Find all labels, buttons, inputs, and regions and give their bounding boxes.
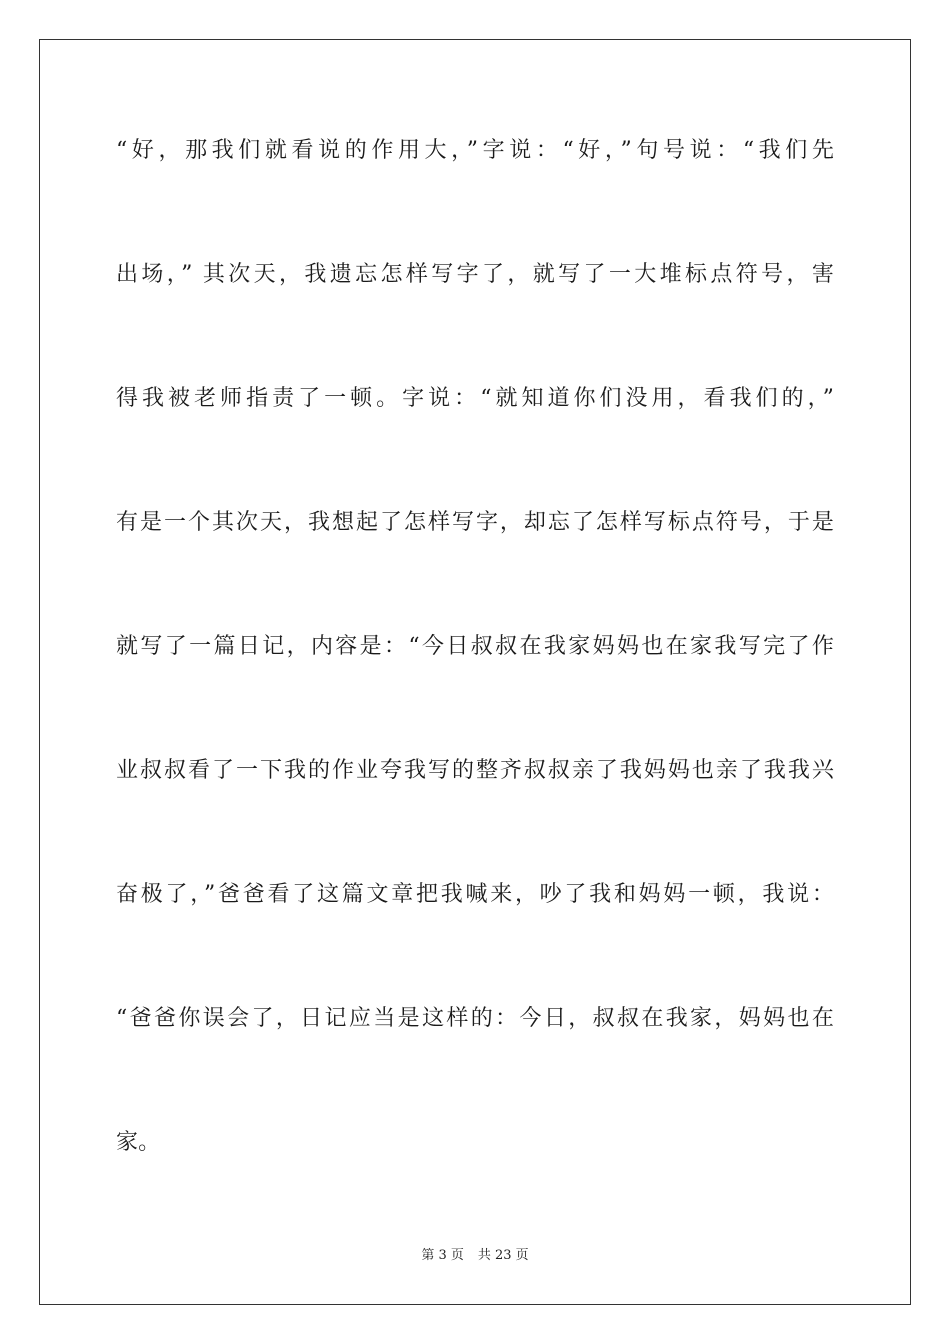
- text-line-4: 有是一个其次天，我想起了怎样写字，却忘了怎样写标点符号，于是: [116, 510, 834, 535]
- page-number: 第 3 页: [421, 1248, 464, 1263]
- text-line-7: 奋极了，”爸爸看了这篇文章把我喊来，吵了我和妈妈一顿，我说：: [116, 882, 834, 907]
- page-footer: [0, 1247, 950, 1265]
- page-total: 共 23 页: [477, 1248, 529, 1263]
- text-line-1: “好，那我们就看说的作用大，”字说：“好，”句号说：“我们先: [116, 138, 834, 163]
- page-border: [39, 39, 911, 1305]
- text-line-3: 得我被老师指责了一顿。字说：“就知道你们没用，看我们的，”: [116, 386, 834, 411]
- text-line-9: 家。: [116, 1130, 161, 1155]
- text-line-2: 出场，” 其次天，我遗忘怎样写字了，就写了一大堆标点符号，害: [116, 262, 834, 287]
- text-line-8: “爸爸你误会了，日记应当是这样的：今日，叔叔在我家，妈妈也在: [116, 1006, 834, 1031]
- text-line-6: 业叔叔看了一下我的作业夸我写的整齐叔叔亲了我妈妈也亲了我我兴: [116, 758, 834, 783]
- text-line-5: 就写了一篇日记，内容是：“今日叔叔在我家妈妈也在家我写完了作: [116, 634, 834, 659]
